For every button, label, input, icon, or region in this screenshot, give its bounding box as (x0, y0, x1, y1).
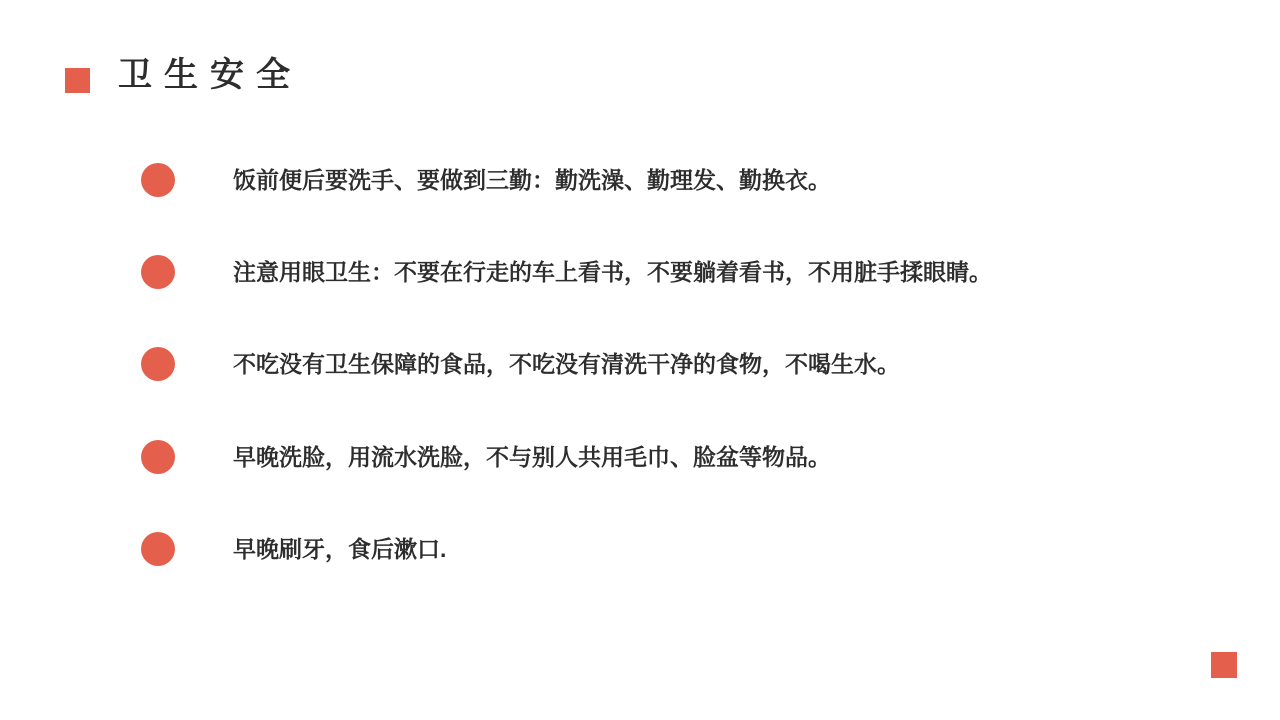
list-item-text: 早晚刷牙，食后漱口. (233, 536, 447, 562)
list-item (141, 252, 992, 292)
list-item (141, 529, 446, 569)
list-item (141, 160, 831, 200)
bullet-dot-icon (141, 255, 175, 289)
list-item-text: 不吃没有卫生保障的食品，不吃没有清洗干净的食物，不喝生水。 (233, 351, 900, 377)
list-item-text: 饭前便后要洗手、要做到三勤：勤洗澡、勤理发、勤换衣。 (233, 167, 831, 193)
title-accent-square (65, 68, 90, 93)
bullet-dot-icon (141, 532, 175, 566)
bullet-dot-icon (141, 440, 175, 474)
corner-accent-square (1211, 652, 1237, 678)
list-item-text: 注意用眼卫生：不要在行走的车上看书，不要躺着看书，不用脏手揉眼睛。 (233, 259, 992, 285)
bullet-dot-icon (141, 163, 175, 197)
list-item (141, 344, 900, 384)
list-item-text: 早晚洗脸，用流水洗脸，不与别人共用毛巾、脸盆等物品。 (233, 444, 831, 470)
bullet-dot-icon (141, 347, 175, 381)
title-block (65, 52, 302, 98)
list-item (141, 437, 831, 477)
page-title: 卫生安全 (118, 56, 302, 94)
